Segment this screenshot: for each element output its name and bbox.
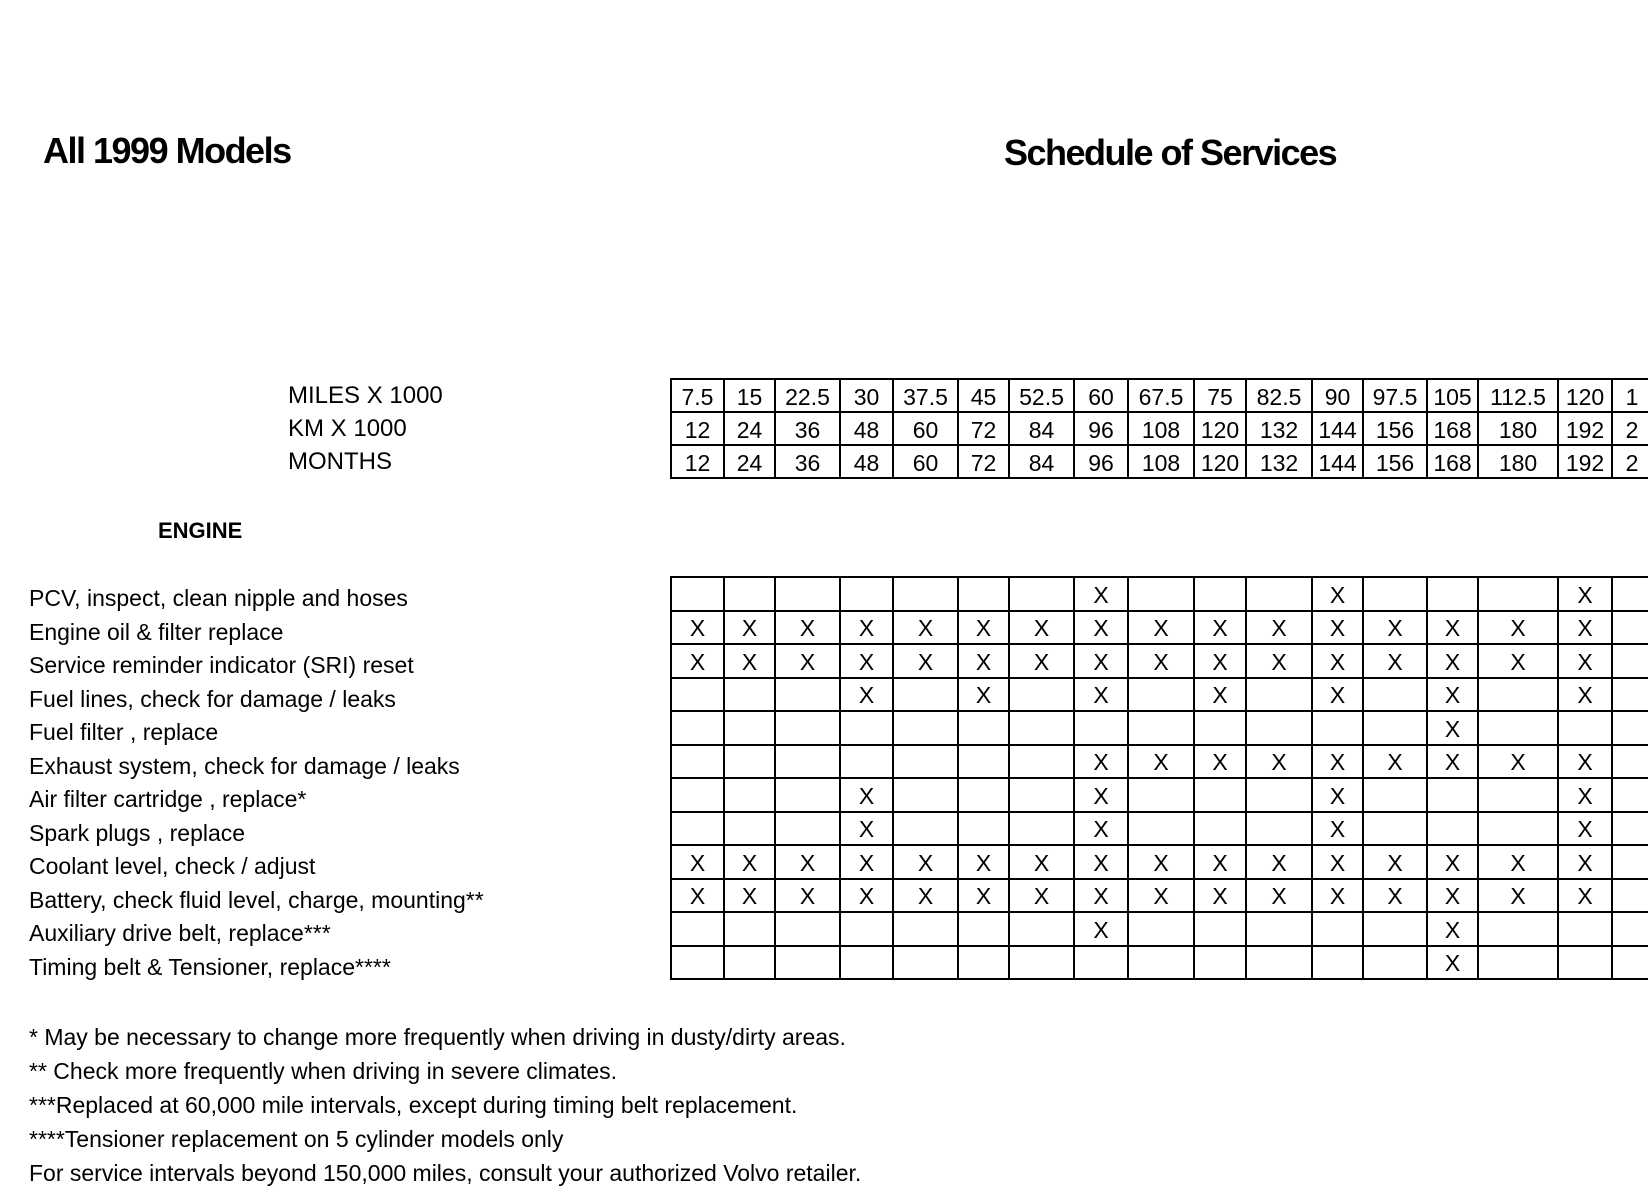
months-cell: 144: [1312, 445, 1363, 478]
service-mark: X: [1128, 644, 1194, 678]
empty-cell: [1478, 577, 1558, 611]
empty-cell: [671, 778, 724, 812]
empty-cell: [1246, 711, 1312, 745]
empty-cell: [1246, 678, 1312, 712]
task-label: Air filter cartridge , replace*: [29, 786, 307, 812]
empty-cell: [671, 812, 724, 846]
empty-cell: [1478, 678, 1558, 712]
miles-cell: 75: [1194, 379, 1246, 412]
empty-cell: [1612, 711, 1648, 745]
service-mark: X: [1009, 879, 1074, 913]
service-mark: X: [893, 611, 958, 645]
service-mark: X: [1312, 577, 1363, 611]
service-mark: X: [1558, 845, 1612, 879]
empty-cell: [958, 946, 1009, 980]
months-cell: 192: [1558, 445, 1612, 478]
service-mark: X: [1363, 644, 1427, 678]
empty-cell: [1128, 912, 1194, 946]
service-mark: X: [1009, 644, 1074, 678]
service-mark: X: [840, 879, 893, 913]
service-mark: X: [1427, 611, 1478, 645]
months-cell: 180: [1478, 445, 1558, 478]
empty-cell: [893, 912, 958, 946]
service-grid: [670, 576, 1648, 980]
empty-cell: [1246, 577, 1312, 611]
task-label: Engine oil & filter replace: [29, 618, 284, 645]
footnote: ****Tensioner replacement on 5 cylinder models only: [29, 1126, 564, 1152]
empty-cell: [724, 745, 775, 779]
service-mark: X: [1009, 611, 1074, 645]
footnotes: [29, 1020, 861, 1190]
empty-cell: [1558, 711, 1612, 745]
miles-cell: 15: [724, 379, 775, 412]
empty-cell: [1194, 812, 1246, 846]
service-mark: X: [671, 845, 724, 879]
miles-cell: 90: [1312, 379, 1363, 412]
service-mark: X: [1074, 577, 1128, 611]
service-mark: X: [1074, 845, 1128, 879]
task-row: [671, 678, 1648, 712]
service-mark: X: [1074, 812, 1128, 846]
service-mark: X: [1558, 644, 1612, 678]
empty-cell: [671, 912, 724, 946]
empty-cell: [1612, 577, 1648, 611]
service-mark: X: [1558, 611, 1612, 645]
empty-cell: [1246, 812, 1312, 846]
service-mark: X: [1009, 845, 1074, 879]
task-row: [671, 778, 1648, 812]
service-mark: X: [1312, 778, 1363, 812]
empty-cell: [1478, 912, 1558, 946]
service-mark: X: [1194, 879, 1246, 913]
document-title: All 1999 Models: [43, 130, 291, 171]
service-mark: X: [1312, 812, 1363, 846]
empty-cell: [1009, 577, 1074, 611]
service-mark: X: [1128, 845, 1194, 879]
empty-cell: [775, 577, 840, 611]
task-row: [671, 644, 1648, 678]
empty-cell: [1612, 912, 1648, 946]
service-mark: X: [775, 879, 840, 913]
months-cell: 108: [1128, 445, 1194, 478]
empty-cell: [1478, 778, 1558, 812]
footnote: For service intervals beyond 150,000 miles, consult your authorized Volvo retailer.: [29, 1160, 862, 1186]
months-cell: 60: [893, 445, 958, 478]
service-mark: X: [1194, 611, 1246, 645]
empty-cell: [1612, 812, 1648, 846]
service-mark: X: [1363, 845, 1427, 879]
task-row: [671, 611, 1648, 645]
empty-cell: [724, 912, 775, 946]
empty-cell: [775, 946, 840, 980]
task-row: [671, 845, 1648, 879]
service-mark: X: [1128, 745, 1194, 779]
empty-cell: [1478, 946, 1558, 980]
empty-cell: [1074, 946, 1128, 980]
empty-cell: [1363, 946, 1427, 980]
miles-cell: 60: [1074, 379, 1128, 412]
task-label: Coolant level, check / adjust: [29, 853, 316, 879]
empty-cell: [1194, 711, 1246, 745]
service-mark: X: [671, 611, 724, 645]
empty-cell: [1194, 946, 1246, 980]
km-cell: 60: [893, 412, 958, 445]
task-row: [671, 879, 1648, 913]
empty-cell: [1009, 745, 1074, 779]
task-list: [29, 582, 484, 984]
service-mark: X: [1194, 745, 1246, 779]
service-mark: X: [1312, 644, 1363, 678]
service-mark: X: [1427, 946, 1478, 980]
task-label: Battery, check fluid level, charge, mounting**: [29, 886, 484, 913]
empty-cell: [1194, 912, 1246, 946]
service-mark: X: [1246, 879, 1312, 913]
service-mark: X: [1312, 678, 1363, 712]
km-cell: 84: [1009, 412, 1074, 445]
service-mark: X: [1246, 644, 1312, 678]
km-label: KM X 1000: [288, 415, 407, 442]
footnote: ***Replaced at 60,000 mile intervals, except during timing belt replacement.: [29, 1092, 798, 1118]
task-label: Fuel lines, check for damage / leaks: [29, 685, 396, 712]
empty-cell: [1128, 946, 1194, 980]
service-mark: X: [775, 845, 840, 879]
service-mark: X: [1558, 577, 1612, 611]
empty-cell: [724, 946, 775, 980]
service-mark: X: [1312, 611, 1363, 645]
service-mark: X: [893, 644, 958, 678]
service-mark: X: [775, 644, 840, 678]
km-cell: 156: [1363, 412, 1427, 445]
km-cell: 36: [775, 412, 840, 445]
empty-cell: [1194, 778, 1246, 812]
miles-cell: 52.5: [1009, 379, 1074, 412]
months-row: [671, 445, 1648, 478]
service-mark: X: [958, 845, 1009, 879]
service-mark: X: [1558, 812, 1612, 846]
km-cell: 12: [671, 412, 724, 445]
service-mark: X: [724, 879, 775, 913]
empty-cell: [958, 745, 1009, 779]
empty-cell: [1478, 711, 1558, 745]
service-mark: X: [1363, 611, 1427, 645]
miles-cell: 1: [1612, 379, 1648, 412]
service-mark: X: [1312, 745, 1363, 779]
empty-cell: [1612, 845, 1648, 879]
empty-cell: [1009, 778, 1074, 812]
schedule-title: Schedule of Services: [1004, 132, 1337, 173]
empty-cell: [1612, 644, 1648, 678]
task-label: Exhaust system, check for damage / leaks: [29, 752, 460, 779]
service-mark: X: [958, 611, 1009, 645]
service-mark: X: [893, 879, 958, 913]
empty-cell: [958, 778, 1009, 812]
service-mark: X: [958, 678, 1009, 712]
empty-cell: [1363, 912, 1427, 946]
service-mark: X: [1558, 678, 1612, 712]
km-cell: 180: [1478, 412, 1558, 445]
service-mark: X: [1478, 845, 1558, 879]
task-label: Fuel filter , replace: [29, 719, 219, 745]
service-mark: X: [775, 611, 840, 645]
months-label: MONTHS: [288, 448, 392, 475]
empty-cell: [1009, 946, 1074, 980]
service-mark: X: [1128, 611, 1194, 645]
empty-cell: [893, 711, 958, 745]
empty-cell: [775, 778, 840, 812]
months-cell: 84: [1009, 445, 1074, 478]
task-row: [671, 745, 1648, 779]
section-title: ENGINE: [158, 518, 243, 543]
service-mark: X: [893, 845, 958, 879]
task-label: PCV, inspect, clean nipple and hoses: [29, 585, 408, 611]
service-mark: X: [1363, 745, 1427, 779]
service-mark: X: [840, 845, 893, 879]
empty-cell: [1312, 946, 1363, 980]
empty-cell: [840, 745, 893, 779]
empty-cell: [1363, 577, 1427, 611]
task-row: [671, 912, 1648, 946]
empty-cell: [1363, 778, 1427, 812]
task-row: [671, 711, 1648, 745]
service-mark: X: [1427, 711, 1478, 745]
task-label: Service reminder indicator (SRI) reset: [29, 652, 414, 678]
service-mark: X: [1312, 845, 1363, 879]
task-label: Timing belt & Tensioner, replace****: [29, 953, 391, 980]
months-cell: 36: [775, 445, 840, 478]
empty-cell: [671, 678, 724, 712]
empty-cell: [1009, 678, 1074, 712]
service-mark: X: [1558, 745, 1612, 779]
miles-cell: 45: [958, 379, 1009, 412]
service-mark: X: [1427, 879, 1478, 913]
empty-cell: [724, 577, 775, 611]
km-cell: 144: [1312, 412, 1363, 445]
empty-cell: [775, 678, 840, 712]
empty-cell: [775, 812, 840, 846]
months-cell: 48: [840, 445, 893, 478]
empty-cell: [1128, 711, 1194, 745]
service-mark: X: [1074, 912, 1128, 946]
empty-cell: [1558, 912, 1612, 946]
months-cell: 156: [1363, 445, 1427, 478]
service-mark: X: [724, 644, 775, 678]
empty-cell: [1612, 678, 1648, 712]
miles-label: MILES X 1000: [288, 382, 443, 409]
empty-cell: [840, 946, 893, 980]
months-cell: 72: [958, 445, 1009, 478]
empty-cell: [840, 912, 893, 946]
empty-cell: [893, 812, 958, 846]
empty-cell: [840, 711, 893, 745]
empty-cell: [893, 678, 958, 712]
task-label: Spark plugs , replace: [29, 819, 246, 846]
empty-cell: [893, 946, 958, 980]
empty-cell: [1478, 812, 1558, 846]
task-row: [671, 946, 1648, 980]
empty-cell: [1612, 778, 1648, 812]
months-cell: 120: [1194, 445, 1246, 478]
miles-cell: 82.5: [1246, 379, 1312, 412]
empty-cell: [893, 745, 958, 779]
miles-cell: 97.5: [1363, 379, 1427, 412]
service-mark: X: [1427, 845, 1478, 879]
service-mark: X: [1427, 678, 1478, 712]
service-mark: X: [1478, 644, 1558, 678]
miles-cell: 37.5: [893, 379, 958, 412]
empty-cell: [1194, 577, 1246, 611]
km-row: [671, 412, 1648, 445]
miles-cell: 7.5: [671, 379, 724, 412]
service-mark: X: [1194, 678, 1246, 712]
miles-cell: 67.5: [1128, 379, 1194, 412]
empty-cell: [1246, 778, 1312, 812]
empty-cell: [1128, 577, 1194, 611]
empty-cell: [1612, 946, 1648, 980]
miles-cell: 22.5: [775, 379, 840, 412]
service-mark: X: [1427, 644, 1478, 678]
empty-cell: [893, 778, 958, 812]
months-cell: 2: [1612, 445, 1648, 478]
service-mark: X: [1558, 879, 1612, 913]
empty-cell: [1427, 778, 1478, 812]
service-mark: X: [1074, 778, 1128, 812]
service-mark: X: [1478, 879, 1558, 913]
service-mark: X: [1427, 745, 1478, 779]
empty-cell: [775, 711, 840, 745]
empty-cell: [893, 577, 958, 611]
miles-cell: 120: [1558, 379, 1612, 412]
empty-cell: [1363, 711, 1427, 745]
service-mark: X: [840, 611, 893, 645]
service-mark: X: [1246, 611, 1312, 645]
miles-row: [671, 379, 1648, 412]
interval-table: [670, 378, 1648, 479]
km-cell: 192: [1558, 412, 1612, 445]
service-mark: X: [1194, 644, 1246, 678]
empty-cell: [840, 577, 893, 611]
service-mark: X: [724, 845, 775, 879]
km-cell: 24: [724, 412, 775, 445]
service-mark: X: [958, 879, 1009, 913]
service-mark: X: [1558, 778, 1612, 812]
empty-cell: [1009, 912, 1074, 946]
service-mark: X: [840, 644, 893, 678]
service-mark: X: [958, 644, 1009, 678]
service-mark: X: [1074, 879, 1128, 913]
service-mark: X: [671, 879, 724, 913]
empty-cell: [1009, 812, 1074, 846]
service-mark: X: [671, 644, 724, 678]
service-mark: X: [1478, 745, 1558, 779]
service-mark: X: [840, 812, 893, 846]
footnote: ** Check more frequently when driving in severe climates.: [29, 1058, 618, 1084]
task-row: [671, 577, 1648, 611]
empty-cell: [1612, 879, 1648, 913]
empty-cell: [1128, 678, 1194, 712]
service-mark: X: [1478, 611, 1558, 645]
service-mark: X: [1312, 879, 1363, 913]
service-mark: X: [1074, 745, 1128, 779]
empty-cell: [958, 812, 1009, 846]
months-cell: 96: [1074, 445, 1128, 478]
empty-cell: [958, 912, 1009, 946]
empty-cell: [1312, 711, 1363, 745]
empty-cell: [724, 678, 775, 712]
empty-cell: [1312, 912, 1363, 946]
months-cell: 12: [671, 445, 724, 478]
empty-cell: [671, 577, 724, 611]
empty-cell: [1612, 745, 1648, 779]
km-cell: 120: [1194, 412, 1246, 445]
service-mark: X: [1363, 879, 1427, 913]
km-cell: 2: [1612, 412, 1648, 445]
empty-cell: [1246, 946, 1312, 980]
empty-cell: [671, 745, 724, 779]
empty-cell: [775, 745, 840, 779]
service-mark: X: [840, 778, 893, 812]
months-cell: 132: [1246, 445, 1312, 478]
miles-cell: 112.5: [1478, 379, 1558, 412]
footnote: * May be necessary to change more frequently when driving in dusty/dirty areas.: [29, 1024, 846, 1050]
empty-cell: [1009, 711, 1074, 745]
service-mark: X: [1128, 879, 1194, 913]
km-cell: 132: [1246, 412, 1312, 445]
empty-cell: [1128, 778, 1194, 812]
task-row: [671, 812, 1648, 846]
km-cell: 108: [1128, 412, 1194, 445]
empty-cell: [1558, 946, 1612, 980]
months-cell: 168: [1427, 445, 1478, 478]
empty-cell: [724, 812, 775, 846]
months-cell: 24: [724, 445, 775, 478]
service-mark: X: [1246, 745, 1312, 779]
empty-cell: [1427, 577, 1478, 611]
service-mark: X: [1427, 912, 1478, 946]
empty-cell: [1363, 678, 1427, 712]
empty-cell: [958, 577, 1009, 611]
service-mark: X: [1074, 644, 1128, 678]
task-label: Auxiliary drive belt, replace***: [29, 920, 331, 946]
empty-cell: [1128, 812, 1194, 846]
service-mark: X: [1074, 611, 1128, 645]
service-mark: X: [840, 678, 893, 712]
miles-cell: 30: [840, 379, 893, 412]
empty-cell: [1363, 812, 1427, 846]
miles-cell: 105: [1427, 379, 1478, 412]
service-mark: X: [1246, 845, 1312, 879]
empty-cell: [724, 711, 775, 745]
km-cell: 72: [958, 412, 1009, 445]
service-mark: X: [724, 611, 775, 645]
km-cell: 48: [840, 412, 893, 445]
empty-cell: [1427, 812, 1478, 846]
empty-cell: [775, 912, 840, 946]
empty-cell: [958, 711, 1009, 745]
km-cell: 96: [1074, 412, 1128, 445]
empty-cell: [1246, 912, 1312, 946]
empty-cell: [1612, 611, 1648, 645]
empty-cell: [1074, 711, 1128, 745]
empty-cell: [724, 778, 775, 812]
service-mark: X: [1194, 845, 1246, 879]
service-mark: X: [1074, 678, 1128, 712]
km-cell: 168: [1427, 412, 1478, 445]
empty-cell: [671, 946, 724, 980]
empty-cell: [671, 711, 724, 745]
